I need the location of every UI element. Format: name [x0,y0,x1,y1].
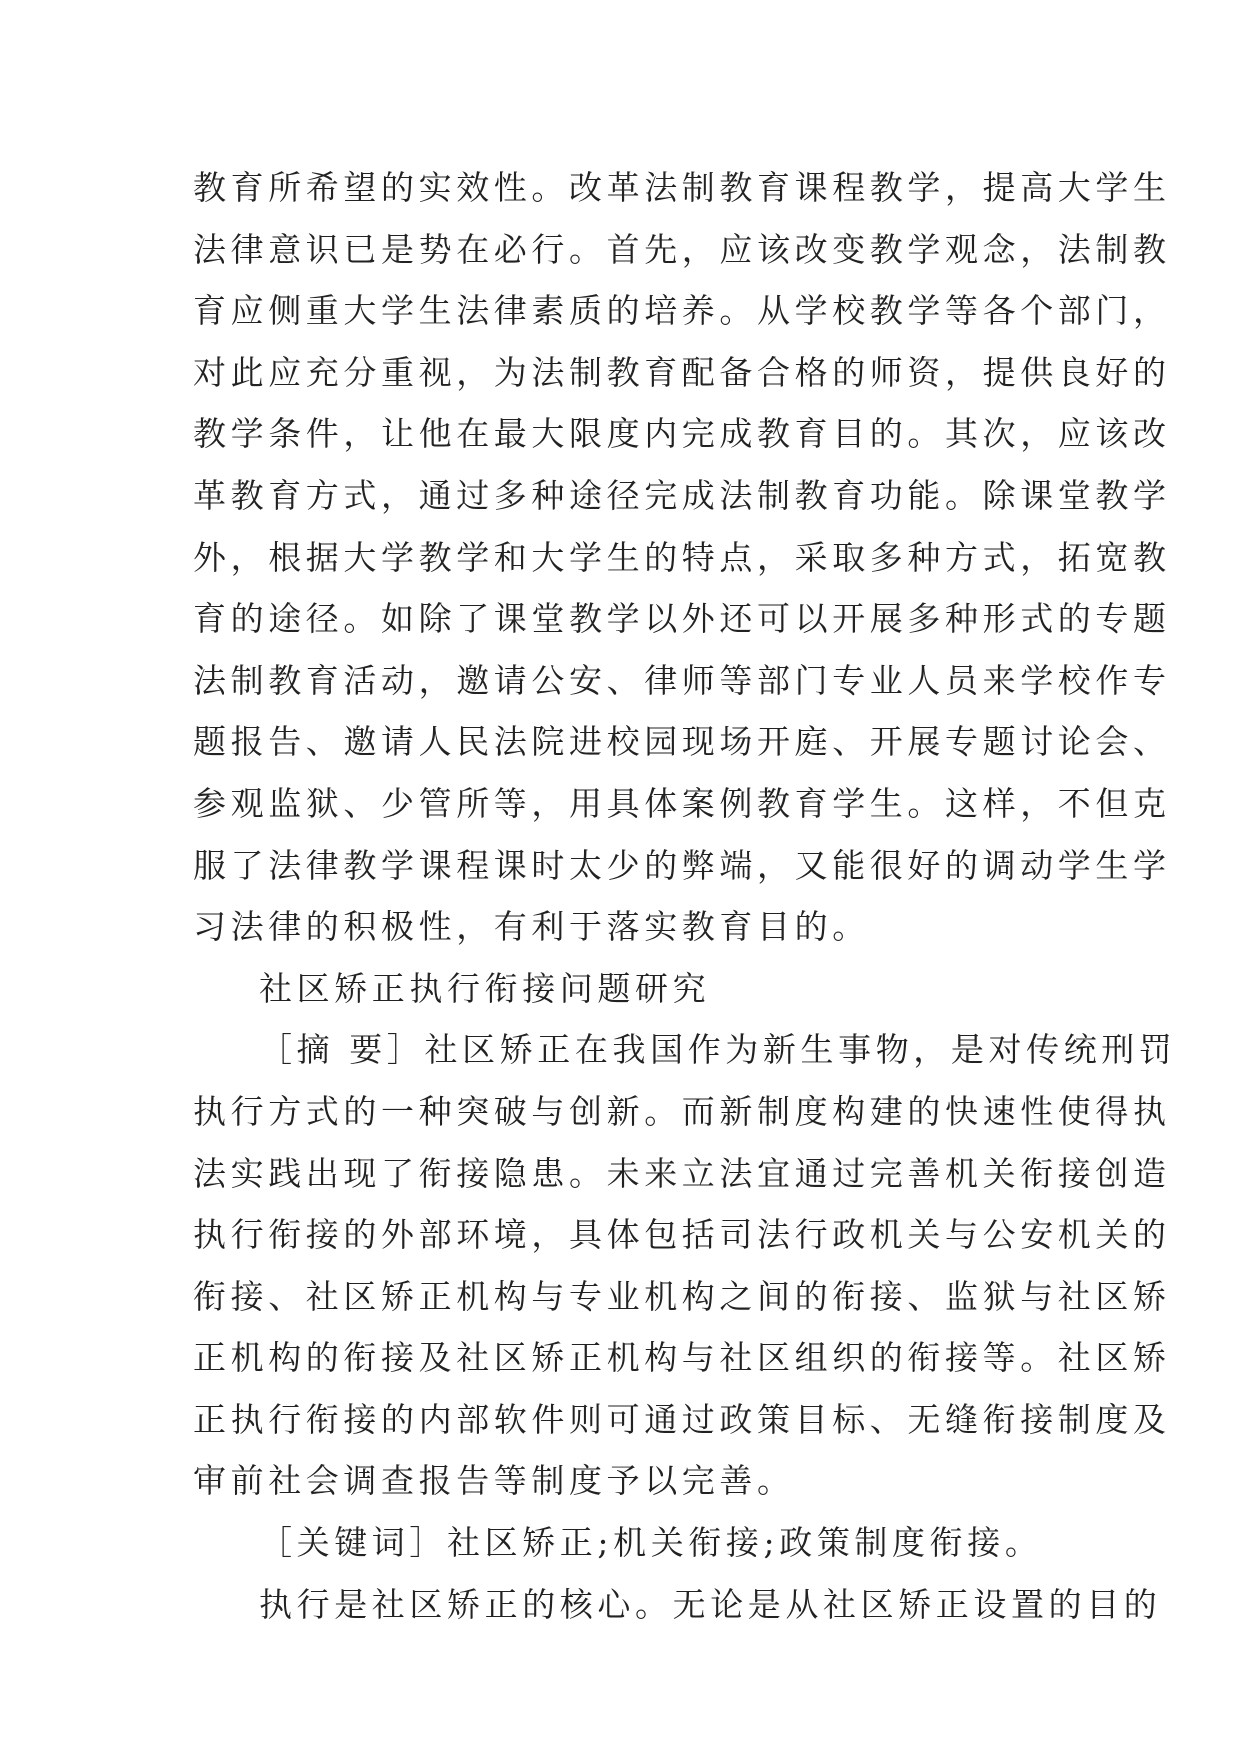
text-line: 育应侧重大学生法律素质的培养。从学校教学等各个部门， [193,291,1171,331]
keywords-line: ［关键词］社区矫正;机关衔接;政策制度衔接。 [259,1523,1043,1563]
text-line: 题报告、邀请人民法院进校园现场开庭、开展专题讨论会、 [193,722,1171,762]
text-line: 教育所希望的实效性。改革法制教育课程教学，提高大学生 [193,168,1171,207]
abstract-line: 正执行衔接的内部软件则可通过政策目标、无缝衔接制度及 [193,1399,1171,1439]
text-line: 对此应充分重视，为法制教育配备合格的师资，提供良好的 [193,352,1171,392]
abstract-line: ［摘 要］社区矫正在我国作为新生事物，是对传统刑罚 [259,1030,1177,1070]
text-line: 参观监狱、少管所等，用具体案例教育学生。这样，不但克 [193,783,1171,823]
text-line: 法制教育活动，邀请公安、律师等部门专业人员来学校作专 [193,660,1171,700]
abstract-line: 衔接、社区矫正机构与专业机构之间的衔接、监狱与社区矫 [193,1276,1171,1316]
text-line: 服了法律教学课程课时太少的弊端，又能很好的调动学生学 [193,845,1171,885]
text-line: 法律意识已是势在必行。首先，应该改变教学观念，法制教 [193,229,1171,269]
abstract-line: 法实践出现了衔接隐患。未来立法宜通过完善机关衔接创造 [193,1153,1171,1193]
abstract-line: 执行方式的一种突破与创新。而新制度构建的快速性使得执 [193,1091,1171,1131]
text-line: 教学条件，让他在最大限度内完成教育目的。其次，应该改 [193,414,1171,454]
text-line: 革教育方式，通过多种途径完成法制教育功能。除课堂教学 [193,475,1171,515]
text-line: 育的途径。如除了课堂教学以外还可以开展多种形式的专题 [193,599,1171,639]
text-line: 外，根据大学教学和大学生的特点，采取多种方式，拓宽教 [193,537,1171,577]
article-title: 社区矫正执行衔接问题研究 [259,968,711,1008]
abstract-line: 审前社会调查报告等制度予以完善。 [193,1461,795,1501]
abstract-line: 正机构的衔接及社区矫正机构与社区组织的衔接等。社区矫 [193,1338,1171,1378]
body-text [193,157,1177,1635]
abstract-line: 执行衔接的外部环境，具体包括司法行政机关与公安机关的 [193,1215,1171,1255]
text-line: 执行是社区矫正的核心。无论是从社区矫正设置的目的 [259,1584,1162,1624]
text-line: 习法律的积极性，有利于落实教育目的。 [193,907,870,947]
